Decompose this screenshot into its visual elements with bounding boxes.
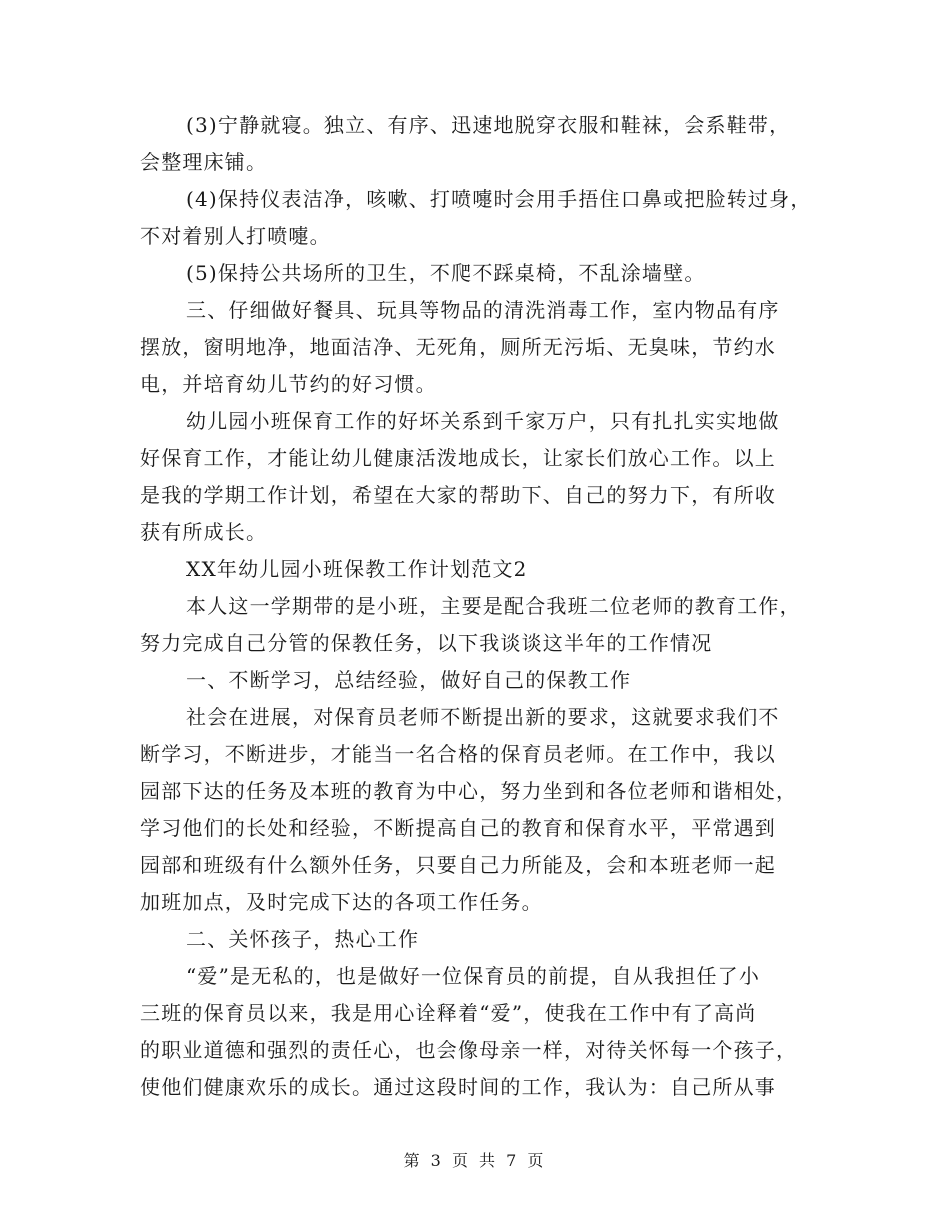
text-line: 幼儿园小班保育工作的好坏关系到千家万户，只有扎扎实实地做: [186, 409, 780, 433]
text-line: 使他们健康欢乐的成长。通过这段时间的工作，我认为：自己所从事: [140, 1075, 776, 1099]
text-line: 园部和班级有什么额外任务，只要自己力所能及，会和本班老师一起: [140, 853, 776, 877]
text-line: 加班加点，及时完成下达的各项工作任务。: [140, 890, 543, 914]
document-body: [140, 107, 820, 1106]
text-line: (3)宁静就寝。独立、有序、迅速地脱穿衣服和鞋袜，会系鞋带，: [186, 113, 791, 137]
text-line: 的职业道德和强烈的责任心，也会像母亲一样，对待关怀每一个孩子，: [140, 1038, 798, 1062]
text-line: 不对着别人打喷嚏。: [140, 224, 331, 248]
text-line: 努力完成自己分管的保教任务，以下我谈谈这半年的工作情况: [140, 631, 713, 655]
text-line: 三班的保育员以来，我是用心诠释着“爱”，使我在工作中有了高尚: [140, 1001, 757, 1025]
text-line: 是我的学期工作计划，希望在大家的帮助下、自己的努力下，有所收: [140, 483, 776, 507]
text-line: 园部下达的任务及本班的教育为中心，努力坐到和各位老师和谐相处，: [140, 779, 798, 803]
text-line: 二、关怀孩子，热心工作: [186, 927, 420, 951]
text-line: 获有所成长。: [140, 520, 268, 544]
text-line: (4)保持仪表洁净，咳嗽、打喷嚏时会用手捂住口鼻或把脸转过身，: [186, 187, 812, 211]
text-line: 好保育工作，才能让幼儿健康活泼地成长，让家长们放心工作。以上: [140, 446, 776, 470]
text-line: 摆放，窗明地净，地面洁净、无死角，厕所无污垢、无臭味，节约水: [140, 335, 776, 359]
text-line: 学习他们的长处和经验，不断提高自己的教育和保育水平，平常遇到: [140, 816, 776, 840]
text-line: (5)保持公共场所的卫生，不爬不踩桌椅，不乱涂墙壁。: [186, 261, 706, 285]
text-line: 电，并培育幼儿节约的好习惯。: [140, 372, 437, 396]
text-line: 一、不断学习，总结经验，做好自己的保教工作: [186, 668, 632, 692]
text-line: 断学习，不断进步，才能当一名合格的保育员老师。在工作中，我以: [140, 742, 776, 766]
text-line: XX年幼儿园小班保教工作计划范文2: [186, 557, 528, 581]
text-line: 本人这一学期带的是小班，主要是配合我班二位老师的教育工作，: [186, 594, 801, 618]
text-line: 社会在进展，对保育员老师不断提出新的要求，这就要求我们不: [186, 705, 780, 729]
page-footer: 第 3 页 共 7 页: [403, 1151, 547, 1170]
text-line: 会整理床铺。: [140, 150, 268, 174]
text-line: 三、仔细做好餐具、玩具等物品的清洗消毒工作，室内物品有序: [186, 298, 780, 322]
text-line: “爱”是无私的，也是做好一位保育员的前提，自从我担任了小: [186, 964, 761, 988]
